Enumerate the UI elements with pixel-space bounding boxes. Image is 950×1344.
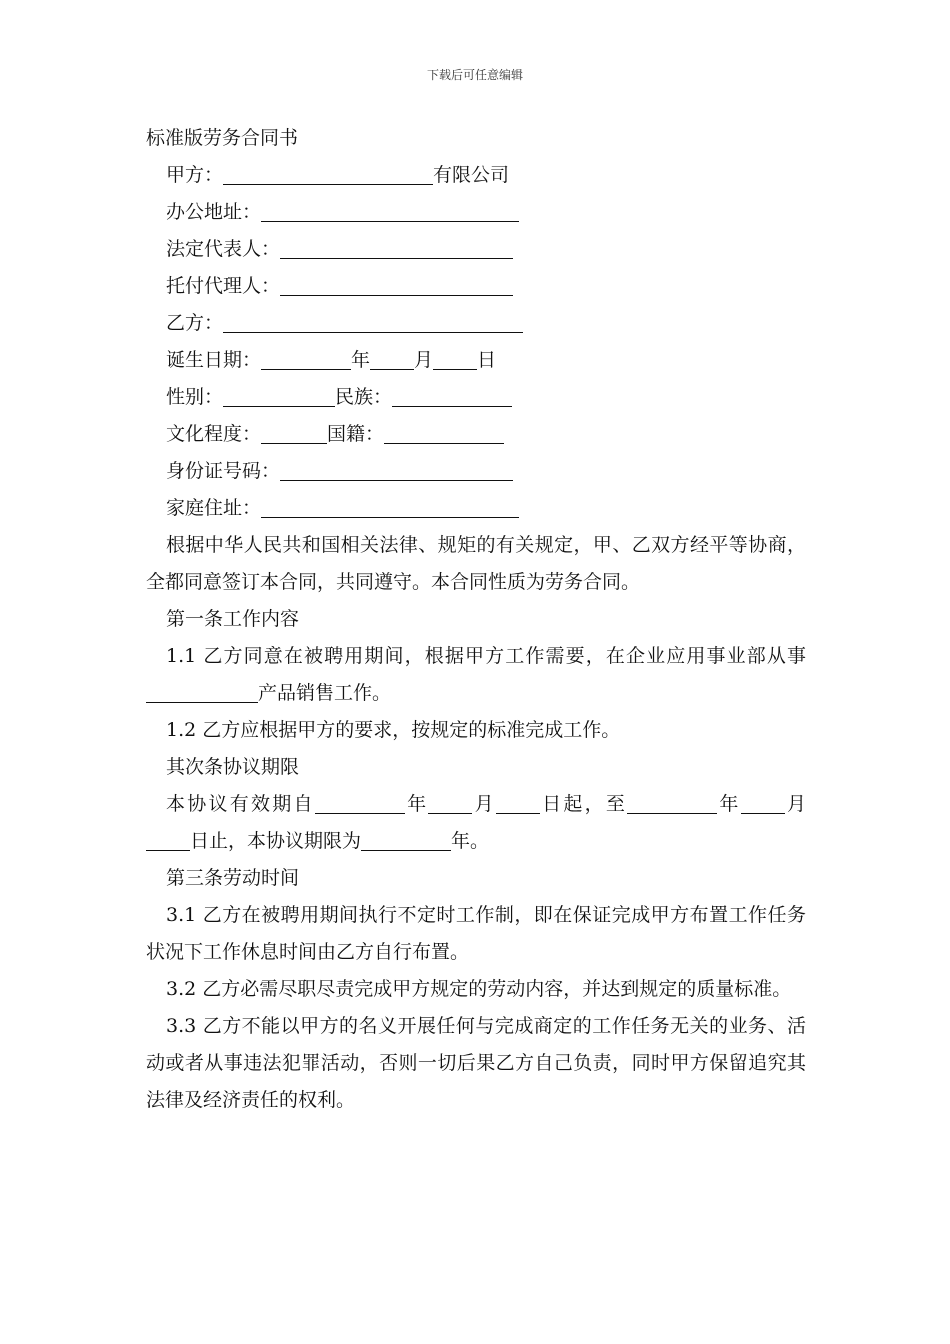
home-address-blank[interactable]	[261, 495, 519, 518]
nationality-blank[interactable]	[384, 421, 504, 444]
nationality-label: 国籍：	[327, 423, 385, 445]
clause-3-3: 3.3 乙方不能以甲方的名义开展任何与完成商定的工作任务无关的业务、活动或者从事违法犯罪活动，否则一切后果乙方自己负责，同时甲方保留追究其法律及经济责任的权利。	[146, 1015, 806, 1111]
birth-date-field	[146, 342, 806, 379]
birth-month-blank[interactable]	[370, 347, 414, 370]
end-month-blank[interactable]	[741, 791, 785, 814]
article-1-title: 第一条工作内容	[166, 608, 300, 630]
term-end-label: 年。	[451, 830, 490, 852]
id-number-label: 身份证号码：	[166, 460, 281, 482]
agent-blank[interactable]	[280, 273, 513, 296]
department-blank[interactable]	[146, 680, 258, 703]
birth-month-label: 月	[414, 349, 434, 371]
id-number-blank[interactable]	[280, 458, 513, 481]
gender-label: 性别：	[166, 386, 224, 408]
end-day-label: 日止，本协议期限为	[190, 830, 362, 852]
start-year-blank[interactable]	[315, 791, 405, 814]
term-paragraph	[146, 786, 806, 860]
id-number-field	[146, 453, 806, 490]
office-address-label: 办公地址：	[166, 201, 262, 223]
start-month-label: 月	[472, 793, 496, 815]
education-label: 文化程度：	[166, 423, 262, 445]
gender-ethnicity-field	[146, 379, 806, 416]
document-title: 标准版劳务合同书	[146, 127, 299, 149]
clause-1-2: 1.2 乙方应根据甲方的要求，按规定的标准完成工作。	[166, 719, 621, 741]
legal-rep-label: 法定代表人：	[166, 238, 281, 260]
end-year-blank[interactable]	[627, 791, 717, 814]
birth-day-label: 日	[477, 349, 497, 371]
start-day-label: 日起，至	[539, 793, 628, 815]
end-month-label: 月	[784, 793, 806, 815]
start-year-label: 年	[404, 793, 429, 815]
party-b-field	[146, 305, 806, 342]
party-b-label: 乙方：	[166, 312, 224, 334]
clause-3-2: 3.2 乙方必需尽职尽责完成甲方规定的劳动内容，并达到规定的质量标准。	[166, 978, 792, 1000]
ethnicity-blank[interactable]	[392, 384, 512, 407]
birth-day-blank[interactable]	[433, 347, 477, 370]
end-year-label: 年	[717, 793, 741, 815]
intro-paragraph: 根据中华人民共和国相关法律、规矩的有关规定，甲、乙双方经平等协商，全都同意签订本合同，共同遵守。本合同性质为劳务合同。	[146, 534, 806, 593]
clause-1-1	[146, 638, 806, 712]
term-years-blank[interactable]	[361, 828, 451, 851]
start-month-blank[interactable]	[428, 791, 472, 814]
clause-3-1: 3.1 乙方在被聘用期间执行不定时工作制，即在保证完成甲方布置工作任务状况下工作休息时间由乙方自行布置。	[146, 904, 806, 963]
party-a-field	[146, 157, 806, 194]
clause-1-1-text-a: 1.1 乙方同意在被聘用期间，根据甲方工作需要，在企业应用事业部从事	[166, 645, 806, 667]
agent-field	[146, 268, 806, 305]
office-address-field	[146, 194, 806, 231]
article-2-title: 其次条协议期限	[166, 756, 300, 778]
birth-label: 诞生日期：	[166, 349, 262, 371]
agent-label: 托付代理人：	[166, 275, 281, 297]
page-header-note: 下载后可任意编辑	[426, 68, 523, 82]
clause-1-1-text-b: 产品销售工作。	[258, 682, 392, 704]
ethnicity-label: 民族：	[335, 386, 393, 408]
birth-year-label: 年	[351, 349, 371, 371]
education-nationality-field	[146, 416, 806, 453]
legal-rep-field	[146, 231, 806, 268]
article-3-title: 第三条劳动时间	[166, 867, 300, 889]
education-blank[interactable]	[261, 421, 327, 444]
party-a-label: 甲方：	[166, 164, 224, 186]
party-a-suffix: 有限公司	[433, 164, 510, 186]
contract-document	[146, 120, 806, 1119]
party-a-blank[interactable]	[223, 162, 433, 185]
start-day-blank[interactable]	[496, 791, 540, 814]
gender-blank[interactable]	[223, 384, 335, 407]
legal-rep-blank[interactable]	[280, 236, 513, 259]
party-b-blank[interactable]	[223, 310, 523, 333]
office-address-blank[interactable]	[261, 199, 519, 222]
birth-year-blank[interactable]	[261, 347, 351, 370]
home-address-field	[146, 490, 806, 527]
end-day-blank[interactable]	[146, 828, 190, 851]
home-address-label: 家庭住址：	[166, 497, 262, 519]
term-text-start: 本协议有效期自	[166, 793, 315, 815]
